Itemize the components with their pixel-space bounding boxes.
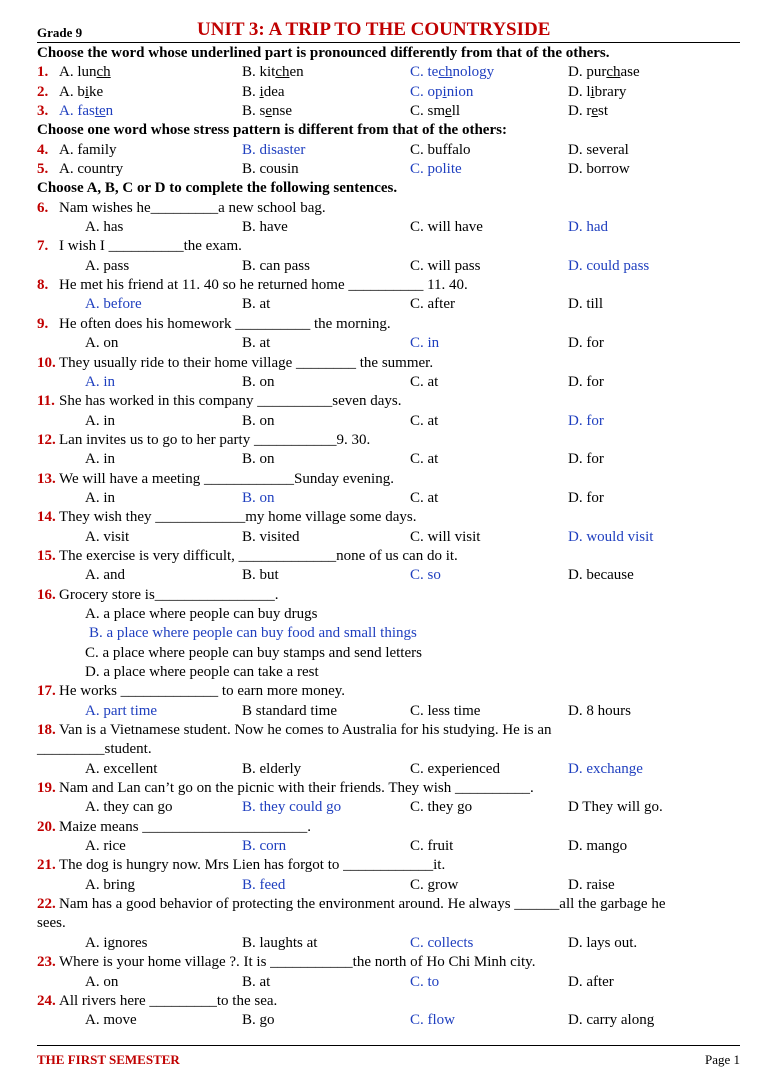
option-b: B. laughts at — [242, 934, 318, 951]
question-12-stem: 12. Lan invites us to go to her party ___________9. 30. — [37, 431, 371, 448]
option-d: D. mango — [568, 838, 628, 855]
option-b: B. at — [242, 296, 271, 313]
option-a: A. on — [85, 335, 119, 352]
option-d: D. after — [568, 973, 614, 990]
question-1 — [37, 63, 757, 82]
question-18-options — [37, 760, 757, 779]
option-c: C. experienced — [410, 760, 500, 777]
question-18-stem: 18. Van is a Vietnamese student. Now he comes to Australia for his studying. He is an — [37, 722, 552, 739]
option-a: A. in — [85, 412, 115, 429]
section-instruction-pronunciation: Choose the word whose underlined part is pronounced differently from that of the others. — [37, 45, 610, 61]
option-a: A. pass — [85, 257, 130, 274]
option-b: B. elderly — [242, 760, 302, 777]
option-a: A. in — [85, 451, 115, 468]
option-d: D. for — [568, 451, 604, 468]
option-c-answer: C. flow — [410, 1012, 455, 1029]
question-7-options — [37, 257, 757, 276]
question-16-option-a: A. a place where people can buy drugs — [85, 605, 318, 622]
option-b: B standard time — [242, 702, 337, 719]
question-13-options — [37, 489, 757, 508]
question-22-stem-continued: sees. — [37, 915, 66, 932]
question-20-options — [37, 837, 757, 856]
question-14-stem: 14. They wish they ____________my home village some days. — [37, 509, 417, 526]
question-3 — [37, 102, 757, 121]
question-number: 1. — [37, 64, 49, 81]
option-a: A. and — [85, 567, 125, 584]
question-6-stem: 6. Nam wishes he_________a new school bag. — [37, 199, 326, 216]
option-d: D They will go. — [568, 799, 663, 816]
option-d: D. for — [568, 489, 604, 506]
question-9-options — [37, 334, 757, 353]
question-14-options — [37, 528, 757, 547]
question-8-options — [37, 295, 757, 314]
option-c-answer: C. opinion — [410, 83, 474, 100]
option-b-answer: B. they could go — [242, 799, 342, 816]
question-17-stem: 17. He works _____________ to earn more money. — [37, 683, 346, 700]
unit-title: UNIT 3: A TRIP TO THE COUNTRYSIDE — [197, 19, 551, 40]
option-b: B. at — [242, 335, 271, 352]
option-c: C. will visit — [410, 528, 481, 545]
option-d: D. purchase — [568, 64, 640, 81]
question-16-option-b-answer: B. a place where people can buy food and small things — [89, 625, 417, 642]
question-23-stem: 23. Where is your home village ?. It is ___________the north of Ho Chi Minh city. — [37, 954, 536, 971]
option-c-answer: C. polite — [410, 161, 462, 178]
option-c-answer: C. technology — [410, 64, 495, 81]
question-16-option-d: D. a place where people can take a rest — [85, 664, 319, 680]
question-9-stem: 9. He often does his homework __________ the morning. — [37, 315, 391, 332]
section-instruction-stress: Choose one word whose stress pattern is different from that of the others: — [37, 122, 507, 139]
option-b-answer: B. on — [242, 489, 275, 506]
option-d: D. borrow — [568, 161, 630, 178]
option-d-answer: D. would visit — [568, 528, 654, 545]
option-c: C. buffalo — [410, 141, 471, 158]
question-13-stem: 13. We will have a meeting ____________Sunday evening. — [37, 470, 394, 487]
option-b: B. go — [242, 1012, 275, 1029]
option-c: C. will pass — [410, 257, 481, 274]
option-d: D. lays out. — [568, 934, 638, 951]
option-c: C. at — [410, 489, 439, 506]
option-a: A. lunch — [59, 64, 111, 81]
option-b: B. have — [242, 219, 288, 236]
option-b-answer: B. feed — [242, 876, 286, 893]
question-number: 2. — [37, 83, 49, 100]
question-24-stem: 24. All rivers here _________to the sea. — [37, 992, 278, 1009]
page-footer — [37, 1045, 740, 1068]
option-c: C. will have — [410, 219, 483, 236]
option-d: D. for — [568, 373, 604, 390]
question-6-options — [37, 218, 757, 237]
option-c: C. after — [410, 296, 455, 313]
question-12-options — [37, 450, 757, 469]
option-b-answer: B. disaster — [242, 141, 306, 158]
option-b: B. at — [242, 973, 271, 990]
option-a: A. excellent — [85, 760, 158, 777]
option-c: C. at — [410, 373, 439, 390]
option-d: D. because — [568, 567, 634, 584]
option-a: A. visit — [85, 528, 130, 545]
option-a: A. family — [59, 141, 117, 158]
option-d-answer: D. for — [568, 412, 604, 429]
option-b-answer: B. corn — [242, 838, 287, 855]
question-22-stem: 22. Nam has a good behavior of protecting the environment around. He always ______all the garbage he — [37, 896, 666, 913]
option-a: A. country — [59, 161, 124, 178]
question-23-options — [37, 973, 757, 992]
option-d: D. 8 hours — [568, 702, 631, 719]
question-20-stem: 20. Maize means ______________________. — [37, 818, 312, 835]
question-2 — [37, 83, 757, 102]
option-d: D. carry along — [568, 1012, 655, 1029]
option-c: C. at — [410, 412, 439, 429]
option-c: C. grow — [410, 876, 459, 893]
question-7-stem: 7. I wish I __________the exam. — [37, 238, 242, 255]
question-5 — [37, 160, 757, 179]
option-a: A. move — [85, 1012, 137, 1029]
option-b: B. on — [242, 451, 275, 468]
option-a-answer: A. fasten — [59, 103, 114, 120]
option-c: C. less time — [410, 702, 481, 719]
question-21-stem: 21. The dog is hungry now. Mrs Lien has forgot to ____________it. — [37, 857, 446, 874]
question-4 — [37, 141, 757, 160]
option-c: C. fruit — [410, 838, 454, 855]
question-10-options — [37, 373, 757, 392]
question-21-options — [37, 876, 757, 895]
option-b: B. sense — [242, 103, 293, 120]
option-b: B. on — [242, 373, 275, 390]
option-a: A. rice — [85, 838, 126, 855]
question-15-stem: 15. The exercise is very difficult, _____________none of us can do it. — [37, 547, 458, 564]
question-17-options — [37, 702, 757, 721]
option-d: D. library — [568, 83, 627, 100]
option-c-answer: C. so — [410, 567, 441, 584]
option-b: B. but — [242, 567, 279, 584]
option-c: C. they go — [410, 799, 473, 816]
semester-label: THE FIRST SEMESTER — [37, 1052, 180, 1067]
option-a: A. ignores — [85, 934, 148, 951]
question-10-stem: 10. They usually ride to their home village ________ the summer. — [37, 354, 434, 371]
option-a: A. on — [85, 973, 119, 990]
option-a-answer: A. in — [85, 373, 115, 390]
worksheet-content — [37, 44, 757, 1031]
option-b: B. on — [242, 412, 275, 429]
option-a: A. has — [85, 219, 124, 236]
option-a: A. in — [85, 489, 115, 506]
option-d: D. rest — [568, 103, 609, 120]
option-c: C. at — [410, 451, 439, 468]
question-24-options — [37, 1011, 757, 1030]
option-a: A. they can go — [85, 799, 173, 816]
option-b: B. kitchen — [242, 64, 304, 81]
question-8-stem: 8. He met his friend at 11. 40 so he returned home __________ 11. 40. — [37, 277, 468, 294]
grade-label: Grade 9 — [37, 25, 83, 40]
option-a: A. bring — [85, 876, 135, 893]
option-d-answer: D. exchange — [568, 760, 643, 777]
option-b: B. can pass — [242, 257, 310, 274]
question-number: 3. — [37, 103, 49, 120]
option-a-answer: A. before — [85, 296, 142, 313]
option-c-answer: C. to — [410, 973, 440, 990]
option-a-answer: A. part time — [85, 702, 158, 719]
option-b: B. idea — [242, 83, 285, 100]
question-11-options — [37, 412, 757, 431]
question-18-stem-continued: _________student. — [37, 741, 152, 758]
question-19-options — [37, 798, 757, 817]
question-19-stem: 19. Nam and Lan can’t go on the picnic with their friends. They wish __________. — [37, 780, 534, 797]
option-d-answer: D. had — [568, 219, 608, 236]
question-16-stem: 16. Grocery store is________________. — [37, 586, 279, 603]
option-d: D. for — [568, 335, 604, 352]
section-instruction-multiple-choice: Choose A, B, C or D to complete the following sentences. — [37, 180, 398, 197]
page-number: Page 1 — [704, 1052, 740, 1067]
option-d: D. raise — [568, 876, 615, 893]
question-number: 5. — [37, 161, 49, 178]
option-b: B. visited — [242, 528, 300, 545]
option-d: D. till — [568, 296, 604, 313]
option-d-answer: D. could pass — [568, 257, 650, 274]
option-c-answer: C. collects — [410, 934, 474, 951]
option-c-answer: C. in — [410, 335, 440, 352]
question-22-options — [37, 934, 757, 953]
option-a: A. bike — [59, 83, 104, 100]
question-16-option-c: C. a place where people can buy stamps and send letters — [85, 644, 422, 661]
option-b: B. cousin — [242, 161, 299, 178]
page-header — [37, 20, 740, 43]
question-15-options — [37, 566, 757, 585]
question-number: 4. — [37, 141, 49, 158]
question-11-stem: 11. She has worked in this company __________seven days. — [37, 393, 402, 410]
option-d: D. several — [568, 141, 629, 158]
option-c: C. smell — [410, 103, 461, 120]
